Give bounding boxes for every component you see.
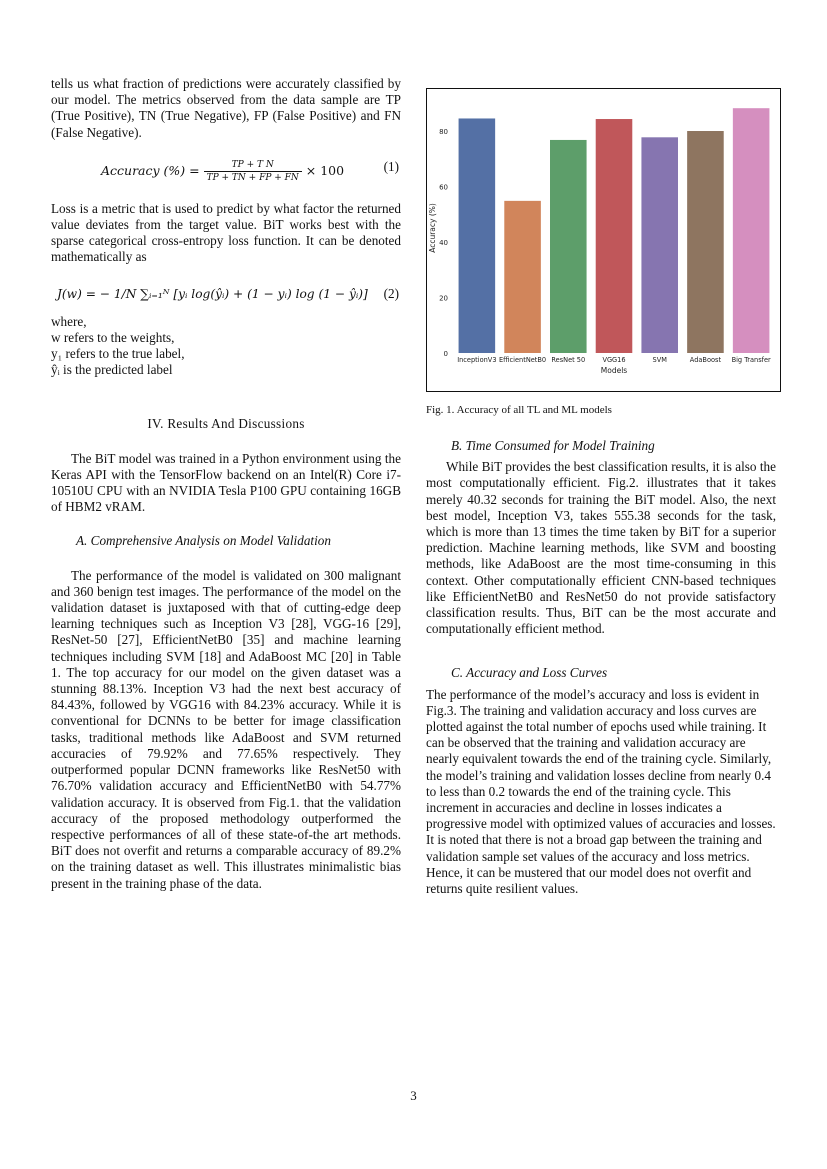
equation-loss [51,276,401,314]
paragraph-intro: tells us what fraction of predictions were accurately classified by our model. The metrics observed from the data sample are TP (True Positive), TN (True Negative), FP (False Positive) and FN (False Negative). [51,76,401,140]
bar-inceptionv3 [459,118,496,353]
figure-caption: Fig. 1. Accuracy of all TL and ML models [426,404,612,416]
eq1-fraction [204,159,302,184]
y-tick-label: 60 [439,183,448,192]
left-column [51,76,401,892]
where-line: where, [51,313,87,329]
x-tick-label: SVM [652,356,667,364]
where-line: ŷᵢ is the predicted label [51,362,173,378]
paragraph-curves: The performance of the model’s accuracy and loss is evident in Fig.3. The training and validation accuracy and loss curves are plotted against the total number of epochs used while training. It can be observed that the training and validation accuracy are nearly equivalent towards the end of the training cycle. Similarly, the model’s training and validation losses decline from nearly 0.4 to less than 0.2 towards the end of the training cycle. This increment in accuracies and decline in losses indicates a progressive model with optimized values of accuracies and losses. It is noted that there is not a broad gap between the training and validation sample set values of the accuracy and loss metrics. Hence, it can be mustered that our model does not overfit and returns quite resilient values. [426,686,776,897]
where-list [51,314,401,379]
eq1-denominator: TP + TN + FP + FN [206,172,299,183]
x-tick-label: VGG16 [602,356,626,364]
y-tick-label: 0 [443,350,448,358]
bar-svm [641,137,678,353]
section-title: IV. Results And Discussions [147,416,305,432]
x-axis-label: Models [600,366,628,375]
where-line: w refers to the weights, [51,329,175,345]
x-tick-label: ResNet 50 [551,356,586,364]
bar-efficientnetb0 [504,201,541,353]
right-column [426,438,776,897]
subsection-c-title: C. Accuracy and Loss Curves [451,665,608,681]
page-number: 3 [410,1088,417,1103]
y-tick-label: 20 [439,294,448,303]
eq1-rhs: × 100 [305,162,345,178]
x-tick-label: InceptionV3 [457,356,497,364]
y-tick-label: 80 [439,127,448,136]
x-tick-label: AdaBoost [689,356,722,364]
eq2-number: (2) [383,285,399,301]
x-tick-label: Big Transfer [731,356,771,364]
subsection-b-title: B. Time Consumed for Model Training [451,438,655,453]
eq1-lhs: Accuracy (%) = [101,162,200,178]
bar-resnet-50 [550,140,587,353]
bar-big-transfer [733,108,770,353]
subsection-a-title: A. Comprehensive Analysis on Model Validation [76,533,331,549]
paragraph-loss: Loss is a metric that is used to predict by what factor the returned value deviates from the target value. BiT works best with the sparse categorical cross-entropy loss function. It can be denoted mathematically as [51,200,401,265]
figure-1 [426,88,781,392]
bar-vgg16 [596,119,633,353]
accuracy-bar-chart [427,89,780,391]
paragraph-validation: The performance of the model is validated on 300 malignant and 360 benign test images. The performance of the model on the validation dataset is juxtaposed with that of cutting-edge deep learning techniques such as Inception V3 [28], VGG-16 [29], ResNet-50 [27], EfficientNetB0 [35] and machine learning techniques including SVM [18] and AdaBoost MC [20] in Table 1. The top accuracy for our model on the given dataset was a stunning 88.13%. Inception V3 had the next best accuracy of 84.43%, followed by VGG16 with 84.23% accuracy. While it is conventional for DCNNs to be better for image classification tasks, traditional methods like AdaBoost and SVM returned accuracies of 79.92% and 77.65% respectively. They outperformed popular DCNN frameworks like ResNet50 with 76.70% validation accuracy and EfficientNetB0 with 54.77% validation accuracy. It is observed from Fig.1. that the validation accuracy of the proposed methodology outperformed the respective performances of all of these state-of-the art methods. BiT does not overfit and returns a comparable accuracy of 89.2% on the training dataset as well. This illustrates minimalistic bias present in the training phase of the data. [51,567,401,891]
paragraph-time: While BiT provides the best classification results, it is also the most computationally efficient. Fig.2. illustrates that it takes merely 40.32 seconds for training the BiT model. Also, the next best model, Inception V3, takes 555.38 seconds for the task, which is more than 13 times the time taken by BiT for a superior prediction. Machine learning methods, like SVM and boosting methods, like AdaBoost are the most time-consuming in this context. Other computationally efficient CNN-based techniques like EfficientNetB0 and ResNet50 do not provide satisfactory classification results. Thus, BiT can be the most accurate and computationally efficient method. [426,459,776,637]
eq1-numerator: TP + T N [204,159,302,172]
where-line: y₁ refers to the true label, [51,346,185,362]
paragraph-environment: The BiT model was trained in a Python environment using the Keras API with the TensorFlow backend on an Intel(R) Core i7-10510U CPU with an NVIDIA Tesla P100 GPU containing 16GB of HBM2 vRAM. [51,450,401,515]
eq2-expression: J(w) = − 1/N ∑ᵢ₌₁ᴺ [yᵢ log(ŷᵢ) + (1 − yᵢ) log (1 − ŷᵢ)] [57,286,368,301]
eq1-number: (1) [383,158,399,174]
x-tick-label: EfficientNetB0 [499,356,547,364]
equation-accuracy [51,151,401,191]
y-axis-label: Accuracy (%) [428,203,437,253]
y-tick-label: 40 [439,238,448,247]
bar-adaboost [687,131,724,353]
